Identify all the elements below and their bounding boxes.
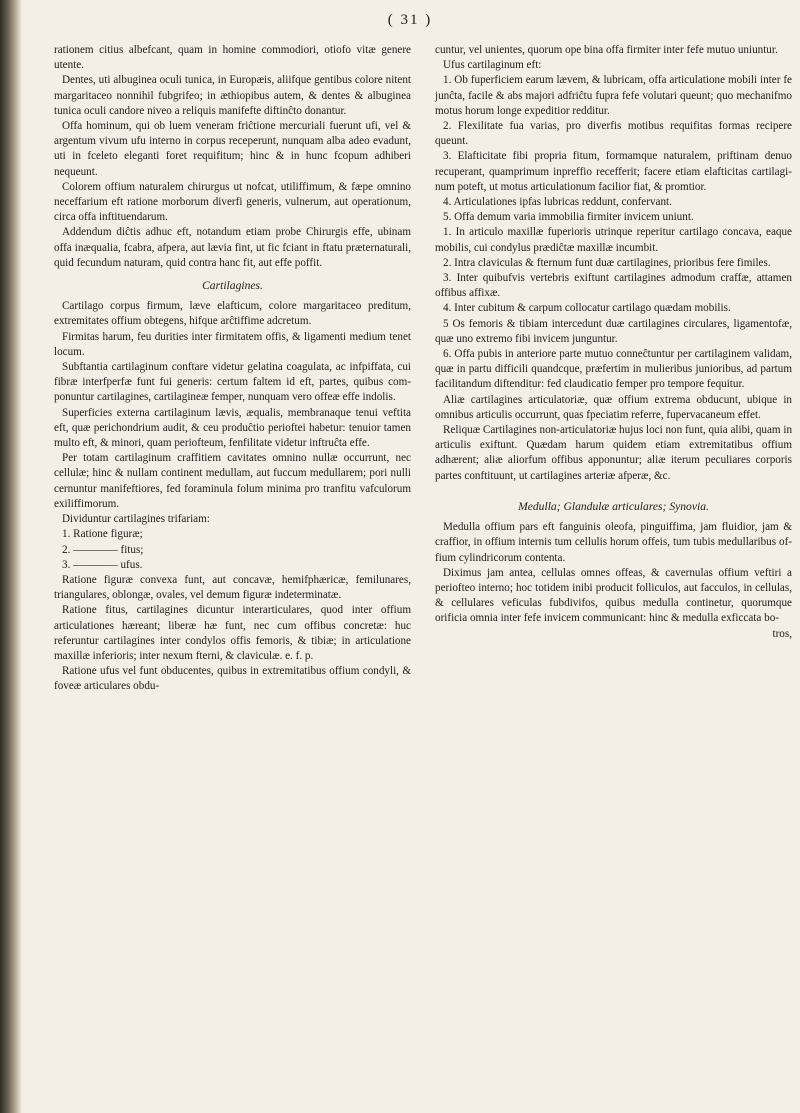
division-list	[54, 527, 411, 573]
paragraph: Firmitas harum, feu durities inter firmitatem offis, & ligamenti medium tenet locum.	[54, 330, 411, 358]
paragraph: 2. Intra claviculas & fternum funt duæ cartilagines, prioribus fere fimiles.	[443, 256, 771, 269]
list-item: 3. ———— ufus.	[62, 558, 143, 571]
paragraph: Ratione figuræ convexa funt, aut concavæ, hemifphæricæ, femilunares, triangulares, oblongæ, ovales, vel demum figuræ indeterminatæ.	[54, 573, 411, 602]
section-heading-medulla: Medulla; Glandulæ articulares; Synovia.	[518, 499, 709, 513]
paragraph: Reliquæ Cartilagines non-articulatoriæ hujus loci non funt, quia alibi, quam in articulis exiftunt. Quædam harum quidem etiam extremitatibus offium adhærent; aliæ aliorfum offibus apponuntur; aliæ iterum peculiares corporis partes conftituunt, ut cartilagines arteriæ afperæ, &c.	[435, 424, 793, 482]
paragraph: Ratione fitus, cartilagines dicuntur interarticulares, quod inter offium articulationes hæreant; liberæ hæ funt, nec cum offibus concretæ: huc referuntur cartilagines inter condylos offis femoris, & tibiæ; in articulatione maxillæ inferioris; inter nexum fterni, & claviculæ. e. f. p.	[54, 604, 411, 662]
paragraph: Dividuntur cartilagines trifariam:	[62, 513, 210, 526]
book-page	[25, 0, 795, 1113]
paragraph: 6. Offa pubis in anteriore parte mutuo conneĉtuntur per cartilaginem validam, quæ in partu difficili quandcque, præfertim in mulieribus junioribus, ad partum facilitandum diftenditur: fed claudicatio femper pro tempore fequitur.	[435, 348, 792, 391]
paragraph: 3. Elafticitate fibi propria fitum, formamque naturalem, priftinam denuo recuperant, quamprimum inpreffio recefferit; facere etiam elafticitas cartilaginum poteft, ut motus articulationum facilior fiat, & promtior.	[435, 150, 792, 193]
paragraph: Colorem offium naturalem chirurgus ut nofcat, utiliffimum, & fæpe omnino neceffarium eft ratione morborum diverfi generis, vulnerum, aut operationum, circa offa inftituendarum.	[54, 180, 411, 224]
paragraph: 4. Articulationes ipfas lubricas reddunt, confervant.	[443, 196, 672, 209]
paragraph: Cartilago corpus firmum, læve elafticum, colore margaritaceo preditum, extremitates offium obtegens, hifque arĉtiffime adcretum.	[54, 300, 411, 328]
book-binding-shadow	[0, 0, 22, 1113]
paragraph: Addendum diĉtis adhuc eft, notandum etiam probe Chirurgis effe, ubinam offa inæqualia, fcabra, afpera, aut lævia fint, ut fic fciant in ftatu præternaturali, quid fecundum naturam, quid contra hanc fit, aut effe poffit.	[54, 226, 411, 269]
paragraph: 5 Os femoris & tibiam intercedunt duæ cartilagines circulares, ligamentofæ, quæ uno extremo fibi invicem junguntur.	[435, 317, 792, 345]
right-column	[435, 43, 792, 642]
paragraph: Subftantia cartilaginum conftare videtur gelatina coagulata, ac infpiffata, cui fibræ interfperfæ funt fui generis: certum faltem id eft, partes, quibus componuntur cartilagines, cartilagineæ femper, nunquam vero offeæ effe indolis.	[54, 361, 411, 404]
paragraph: cuntur, vel unientes, quorum ope bina offa firmiter inter fefe mutuo uniuntur.	[435, 44, 778, 56]
paragraph: 5. Offa demum varia immobilia firmiter invicem uniunt.	[443, 211, 694, 224]
paragraph: 1. Ob fuperficiem earum lævem, & lubricam, offa articulatione mobili inter fe junĉta, facile & abs majori adfriĉtu fupra fefe volutari queunt; quo mechanifmo motus horum longe expeditior redditur.	[435, 74, 792, 117]
paragraph: rationem citius albefcant, quam in homine commodiori, otiofo vitæ genere utente.	[54, 44, 411, 72]
spacer	[435, 484, 792, 492]
paragraph: Ratione ufus vel funt obducentes, quibus in extremitatibus offium condyli, & foveæ articulares obdu-	[54, 665, 411, 693]
section-heading-cartilagines: Cartilagines.	[202, 279, 263, 293]
left-column	[54, 43, 411, 695]
paragraph: 2. Flexilitate fua varias, pro diverfis motibus requifitas formas recipere queunt.	[435, 120, 792, 148]
paragraph: Medulla offium pars eft fanguinis oleofa, pinguiffima, jam fluidior, jam & craffior, in offium internis tum cellulis horum offeis, tum tubis medullaribus offium cylindricorum contenta.	[435, 521, 792, 564]
paragraph: 3. Inter quibufvis vertebris exiftunt cartilagines admodum craffæ, attamen offibus affixæ.	[435, 272, 792, 300]
list-item: 1. Ratione figuræ;	[62, 528, 143, 541]
paragraph: Offa hominum, qui ob luem veneram friĉtione mercuriali fuerunt ufi, vel & argentum vivum ufu interno in corpus receperunt, nunquam alba adeo evadunt, uti in fceleto eleganti foret requifitum; hinc & in hunc fcopum adhiberi nequeunt.	[54, 120, 411, 178]
paragraph: Per totam cartilaginum craffitiem cavitates omnino nullæ occurrunt, nec cellulæ; hinc & nullam continent medullam, aut fuccum medullarem; pori nulli cernuntur manifeftiores, fed foraminula folum minima pro tranfitu vafculorum exiliffimorum.	[54, 452, 411, 510]
paragraph: 4. Inter cubitum & carpum collocatur cartilago quædam mobilis.	[443, 302, 731, 315]
list-item: 2. ———— fitus;	[62, 543, 144, 556]
page-number: ( 31 )	[387, 12, 433, 28]
paragraph: 1. In articulo maxillæ fuperioris utrinque reperitur cartilago concava, eaque mobilis, cui condylus prædiĉtæ maxillæ incumbit.	[435, 226, 792, 254]
paragraph: Dentes, uti albuginea oculi tunica, in Europæis, aliifque gentibus colore nitent margaritaceo nonnihil fubgrifeo; in æthiopibus autem, & dentes & albuginea tunica oculi candore niveo a reliquis manifefte diftinĉto donantur.	[54, 74, 411, 117]
paragraph: Diximus jam antea, cellulas omnes offeas, & cavernulas offium veftiri a periofteo interno; hoc totidem inibi producit folliculos, aut facculos, in cellulas, & cellulares veficulas fubdivifos, quibus medulla continetur, quorumque orificia omnia inter fefe invicem communicant: hinc & medulla exficcata bo-	[435, 566, 792, 625]
paragraph: Superficies externa cartilaginum lævis, æqualis, membranaque tenui veftita eft, quæ perichondrium audit, & ceu produĉtio perioftei habetur: tenuior tamen multo eft, & minori, quam periofteum, fenfilitate videtur inftruĉta effe.	[54, 406, 411, 450]
paragraph: Aliæ cartilagines articulatoriæ, quæ offium extrema obducunt, ubique in omnibus articulis occurrunt, quas fpeciatim referre, fupervacaneum effet.	[435, 393, 792, 421]
paragraph: Ufus cartilaginum eft:	[443, 59, 542, 72]
catchword: tros,	[772, 627, 792, 640]
